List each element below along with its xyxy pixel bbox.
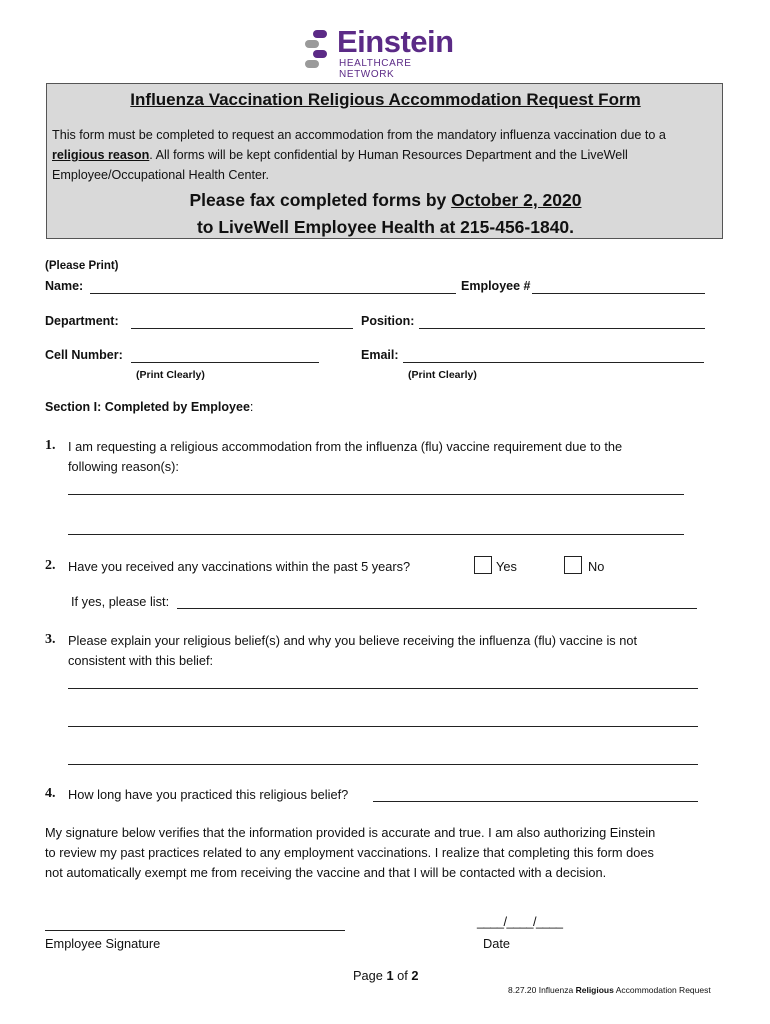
email-field[interactable] (403, 362, 704, 363)
name-field[interactable] (90, 293, 456, 294)
question-3-answer-line-3[interactable] (68, 764, 698, 765)
no-label: No (588, 559, 605, 574)
question-3-line1: Please explain your religious belief(s) and why you believe receiving the influenza (flu) vaccine is not (68, 633, 638, 648)
question-4-text: How long have you practiced this religious belief? (68, 787, 349, 802)
fax-number-line: to LiveWell Employee Health at 215-456-1840. (196, 217, 575, 237)
email-print-clearly-note: (Print Clearly) (408, 369, 477, 381)
question-1-line2: following reason(s): (68, 459, 179, 474)
fax-date: October 2, 2020 (451, 190, 582, 210)
section-1-heading-colon: : (249, 400, 254, 414)
attestation-line3: not automatically exempt me from receiving the vaccine and that I will be contacted with a decision. (45, 865, 607, 880)
position-field[interactable] (419, 328, 705, 329)
intro-religious-reason: religious reason (52, 148, 150, 162)
cell-print-clearly-note: (Print Clearly) (136, 369, 205, 381)
page-prefix: Page (353, 968, 387, 983)
intro-part1: This form must be completed to request an accommodation from the mandatory influenza vaccination due to a (52, 128, 666, 142)
fax-prefix: Please fax completed forms by (189, 190, 452, 210)
department-label: Department: (45, 314, 119, 328)
question-2-text: Have you received any vaccinations within the past 5 years? (68, 559, 411, 574)
cell-number-field[interactable] (131, 362, 319, 363)
attestation-line1: My signature below verifies that the information provided is accurate and true. I am also authorizing Einstein (45, 825, 656, 840)
yes-checkbox[interactable] (474, 556, 492, 574)
page-number (353, 968, 419, 983)
cell-number-label: Cell Number: (45, 348, 123, 362)
question-1-answer-line-2[interactable] (68, 534, 684, 535)
page-total: 2 (411, 968, 419, 983)
question-3-answer-line-1[interactable] (68, 688, 698, 689)
page-mid: of (393, 968, 412, 983)
no-checkbox[interactable] (564, 556, 582, 574)
logo-name: Einstein (337, 24, 454, 59)
form-header-box (46, 83, 723, 239)
question-2-number: 2. (45, 558, 56, 573)
question-3-answer-line-2[interactable] (68, 726, 698, 727)
question-1-line1: I am requesting a religious accommodation from the influenza (flu) vaccine requirement due to the (68, 439, 623, 454)
name-label: Name: (45, 279, 84, 293)
yes-label: Yes (496, 559, 517, 574)
question-1-number: 1. (45, 438, 56, 453)
position-label: Position: (361, 314, 415, 328)
vaccination-list-label: If yes, please list: (71, 594, 170, 609)
employee-number-field[interactable] (532, 293, 705, 294)
vaccination-list-field[interactable] (177, 608, 697, 609)
footer-note-bold: Religious (575, 985, 614, 995)
einstein-logo-icon (305, 30, 329, 70)
email-label: Email: (361, 348, 399, 362)
footer-note-prefix: 8.27.20 Influenza (508, 985, 576, 995)
please-print-note: (Please Print) (45, 260, 119, 272)
date-field[interactable]: ____/____/____ (477, 914, 563, 929)
logo-subtitle: HEALTHCARE NETWORK (339, 58, 412, 80)
einstein-logo (305, 24, 465, 80)
department-field[interactable] (131, 328, 353, 329)
question-4-number: 4. (45, 786, 56, 801)
fax-deadline-line (47, 190, 724, 211)
footer-document-note (508, 985, 711, 995)
date-label: Date (483, 936, 511, 951)
form-title: Influenza Vaccination Religious Accommodation Request Form (130, 90, 641, 109)
page-current: 1 (386, 968, 394, 983)
footer-note-suffix: Accommodation Request (613, 985, 711, 995)
employee-signature-label: Employee Signature (45, 936, 161, 951)
employee-number-label: Employee # (461, 279, 531, 293)
section-1-heading (45, 400, 253, 414)
question-4-answer-field[interactable] (373, 801, 698, 802)
section-1-heading-text: Section I: Completed by Employee (45, 400, 250, 414)
intro-text (52, 125, 717, 185)
employee-signature-field[interactable] (45, 930, 345, 931)
attestation-line2: to review my past practices related to any employment vaccinations. I realize that completing this form does (45, 845, 654, 860)
question-1-answer-line-1[interactable] (68, 494, 684, 495)
question-3-line2: consistent with this belief: (68, 653, 214, 668)
question-3-number: 3. (45, 632, 56, 647)
intro-part2: . All forms will be kept confidential by Human Resources Department and the LiveWell Employee/Occupational Health Center. (52, 148, 628, 182)
